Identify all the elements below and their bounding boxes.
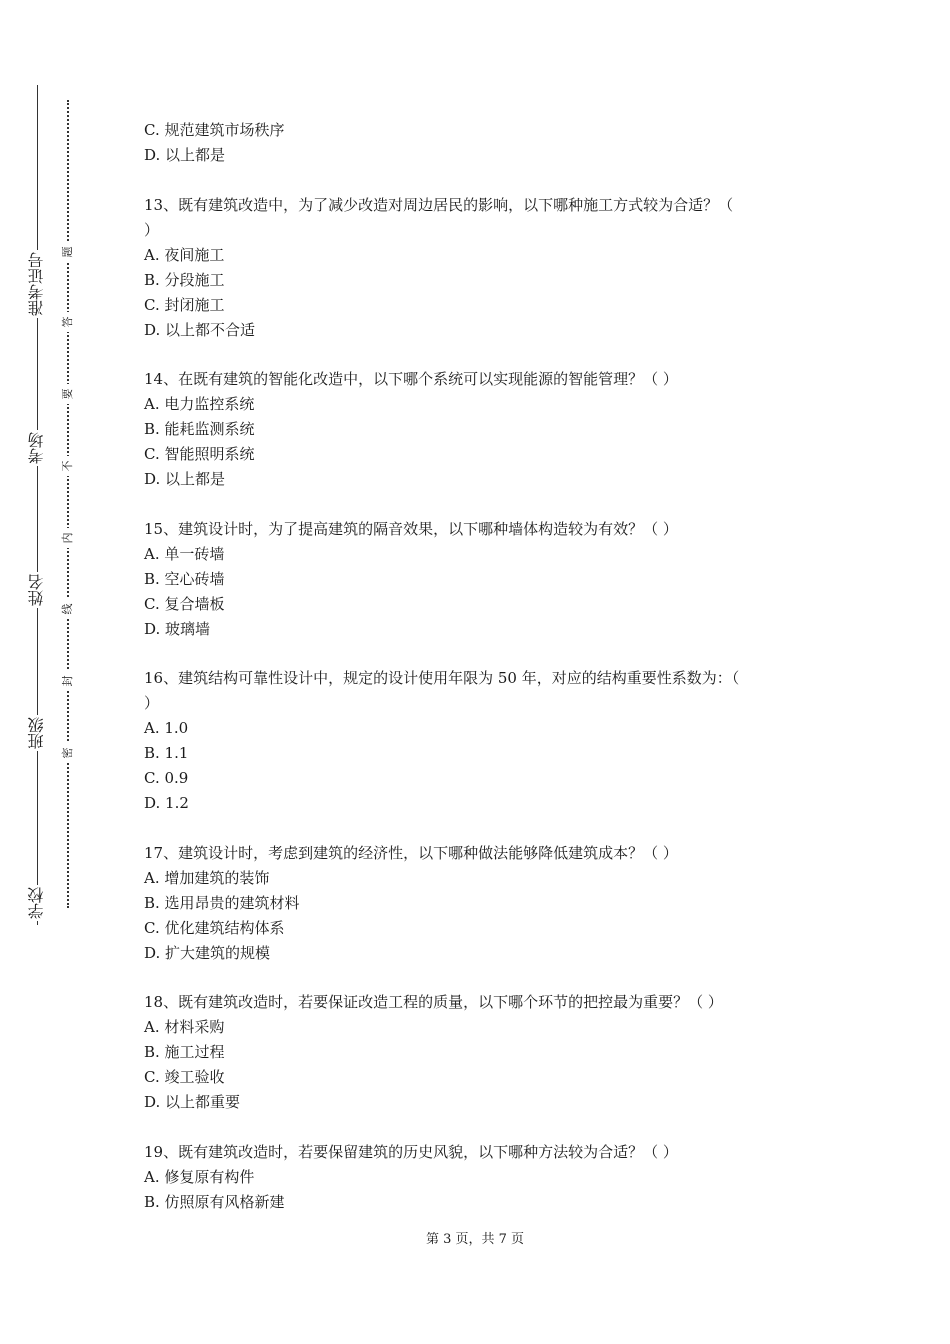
binding-margin xyxy=(0,0,110,1344)
binding-solid-line xyxy=(37,85,38,925)
option: C. 复合墙板 xyxy=(144,594,225,613)
option: B. 能耗监测系统 xyxy=(144,420,255,438)
option: A. 夜间施工 xyxy=(144,245,225,264)
option: B. 分段施工 xyxy=(144,270,225,289)
option: A. 修复原有构件 xyxy=(144,1167,255,1186)
option: C. 竣工验收 xyxy=(144,1068,225,1086)
option: D. 1.2 xyxy=(144,794,189,812)
option: C. 规范建筑市场秩序 xyxy=(144,121,285,139)
seal-dotted-line xyxy=(67,100,69,908)
option: B. 施工过程 xyxy=(144,1043,225,1061)
option: A. 单一砖墙 xyxy=(144,544,225,563)
question-stem: 15、建筑设计时，为了提高建筑的隔音效果，以下哪种墙体构造较为有效？（ ） xyxy=(144,519,678,538)
class-label: 班级 xyxy=(20,715,54,751)
seal-char: 线 xyxy=(59,599,77,619)
question-12-continued xyxy=(144,118,824,168)
option: D. 玻璃墙 xyxy=(144,619,211,638)
question-stem: 16、建筑结构可靠性设计中，规定的设计使用年限为 50 年，对应的结构重要性系数为：（ xyxy=(144,669,740,687)
exam-number-label: 准考证号 xyxy=(20,250,54,318)
seal-char: 要 xyxy=(59,384,77,404)
exam-room-label: 考场 xyxy=(20,430,54,466)
name-label: 姓名 xyxy=(20,572,54,608)
option: D. 以上都不合适 xyxy=(144,320,256,339)
question-stem: 18、既有建筑改造时，若要保证改造工程的质量，以下哪个环节的把控最为重要？（ ） xyxy=(144,993,723,1011)
option: C. 封闭施工 xyxy=(144,295,225,314)
question-stem: 19、既有建筑改造时，若要保留建筑的历史风貌，以下哪种方法较为合适？（ ） xyxy=(144,1142,678,1161)
option: B. 空心砖墙 xyxy=(144,569,225,588)
school-label: 学校 xyxy=(20,885,54,921)
question-stem: 13、既有建筑改造中，为了减少改造对周边居民的影响，以下哪种施工方式较为合适？（ xyxy=(144,195,734,214)
option: C. 0.9 xyxy=(144,769,189,787)
option: D. 以上都是 xyxy=(144,470,226,488)
question-13 xyxy=(144,193,824,343)
question-14 xyxy=(144,367,824,492)
option: A. 材料采购 xyxy=(144,1018,225,1036)
question-stem: 14、在既有建筑的智能化改造中，以下哪个系统可以实现能源的智能管理？（ ） xyxy=(144,370,678,388)
seal-char: 题 xyxy=(59,242,77,262)
option: A. 1.0 xyxy=(144,719,189,737)
question-18 xyxy=(144,990,824,1115)
option: D. 以上都重要 xyxy=(144,1093,241,1111)
option: C. 优化建筑结构体系 xyxy=(144,918,285,937)
question-list xyxy=(144,118,824,1215)
option: B. 1.1 xyxy=(144,744,189,762)
question-17 xyxy=(144,841,824,966)
question-19 xyxy=(144,1140,824,1215)
question-stem: ） xyxy=(144,220,160,239)
seal-char: 封 xyxy=(59,671,77,691)
option: D. 扩大建筑的规模 xyxy=(144,943,271,962)
option: C. 智能照明系统 xyxy=(144,445,255,463)
option: B. 选用昂贵的建筑材料 xyxy=(144,893,300,912)
seal-char: 答 xyxy=(59,312,77,332)
seal-char: 不 xyxy=(59,456,77,476)
question-stem: ） xyxy=(144,694,160,712)
option: D. 以上都是 xyxy=(144,146,226,164)
question-16 xyxy=(144,666,824,816)
question-15 xyxy=(144,517,824,642)
seal-char: 密 xyxy=(59,743,77,763)
seal-char: 内 xyxy=(59,528,77,548)
option: A. 增加建筑的装饰 xyxy=(144,868,270,887)
option: A. 电力监控系统 xyxy=(144,395,255,413)
page-footer: 第 3 页，共 7 页 xyxy=(425,1232,525,1247)
question-stem: 17、建筑设计时，考虑到建筑的经济性，以下哪种做法能够降低建筑成本？（ ） xyxy=(144,843,678,862)
option: B. 仿照原有风格新建 xyxy=(144,1192,285,1211)
